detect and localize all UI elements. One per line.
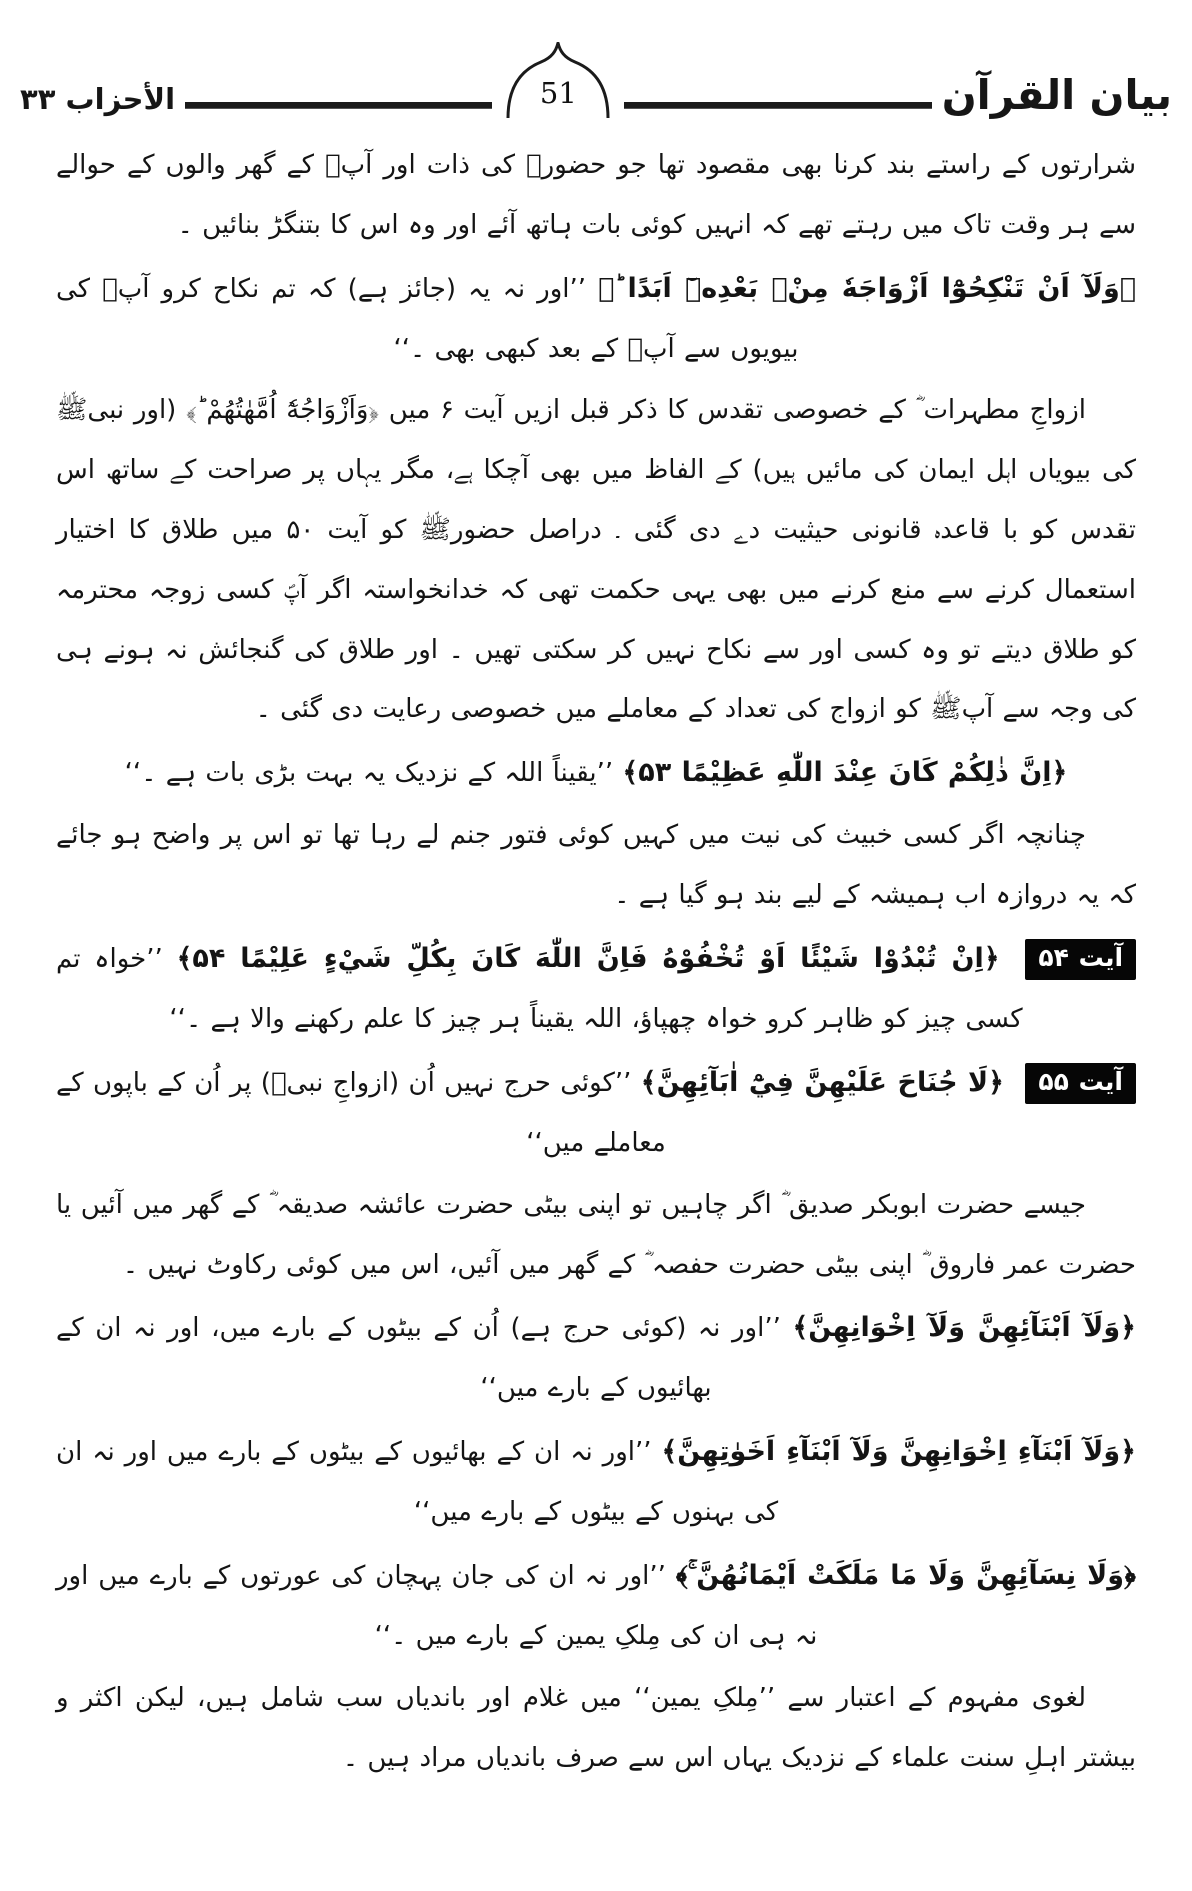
paragraph: شرارتوں کے راستے بند کرنا بھی مقصود تھا جو حضورﷺ کی ذات اور آپؐ کے گھر والوں کے حوالے سے ہر وقت تاک میں رہتے تھے کہ انہیں کوئی بات ہاتھ آئے اور وہ اس کا بتنگڑ بنائیں ۔: [56, 150, 1136, 240]
urdu-translation: ’’اور نہ ان کے بھائیوں کے بیٹوں کے بارے میں اور نہ ان کی بہنوں کے بیٹوں کے بارے میں‘‘: [56, 1437, 779, 1528]
arabic-verse: ﴿اِنْ تُبْدُوْا شَيْئًا اَوْ تُخْفُوْهُ فَاِنَّ اللّٰهَ كَانَ بِكُلِّ شَيْءٍ عَلِيْمًا ۵۴﴾: [176, 942, 1000, 974]
verse-quote: [56, 1297, 1136, 1419]
urdu-translation: ’’کوئی حرج نہیں اُن (ازواجِ نبیؐ) پر اُن کے باپوں کے معاملے میں‘‘: [56, 1067, 666, 1158]
paragraph: لغوی مفہوم کے اعتبار سے ’’مِلکِ یمین‘‘ میں غلام اور باندیاں سب شامل ہیں، لیکن اکثر و بیشتر اہلِ سنت علماء کے نزدیک یہاں اس سے صرف باندیاں مراد ہیں ۔: [56, 1683, 1136, 1773]
verse-quote: [56, 1421, 1136, 1543]
page-header: [0, 0, 1192, 118]
urdu-translation: ’’اور نہ ان کی جان پہچان کی عورتوں کے بارے میں اور نہ ہی ان کی مِلکِ یمین کے بارے میں ۔‘‘: [56, 1561, 818, 1652]
verse-quote: [56, 1545, 1136, 1667]
paragraph: جیسے حضرت ابوبکر صدیق ؓ اگر چاہیں تو اپنی بیٹی حضرت عائشہ صدیقہ ؓ کے گھر میں آئیں یا حضرت عمر فاروق ؓ اپنی بیٹی حضرت حفصہ ؓ کے گھر میں آئیں، اس میں کوئی رکاوٹ نہیں ۔: [56, 1189, 1136, 1280]
header-rule-left: [185, 102, 492, 109]
verse-quote: [56, 258, 1136, 380]
ayah-number-badge: آیت ۵۵: [1025, 1063, 1136, 1105]
arabic-verse: ﴿وَلَآ اَبْنَآءِ اِخْوَانِهِنَّ وَلَآ اَبْنَآءِ اَخَوٰتِهِنَّ﴾: [661, 1436, 1136, 1468]
book-title: بیان القرآن: [941, 71, 1172, 119]
arabic-verse: ﴿وَلَآ اَنْ تَنْكِحُوْٓا اَزْوَاجَهٗ مِنْۢ بَعْدِهٖٓ اَبَدًا ؕ﴾: [598, 272, 1136, 304]
urdu-translation: ’’اور نہ (کوئی حرج ہے) اُن کے بیٹوں کے بارے میں، اور نہ ان کے بھائیوں کے بارے میں‘‘: [56, 1313, 781, 1404]
verse-quote: [56, 742, 1136, 804]
paragraph: چنانچہ اگر کسی خبیث کی نیت میں کہیں کوئی فتور جنم لے رہا تھا تو اس پر واضح ہو جائے کہ یہ دروازہ اب ہمیشہ کے لیے بند ہو گیا ہے ۔: [56, 820, 1136, 911]
urdu-translation: ’’اور نہ یہ (جائز ہے) کہ تم نکاح کرو آپؐ کی بیویوں سے آپؐ کے بعد کبھی بھی ۔‘‘: [56, 273, 799, 364]
urdu-translation: ’’خواہ تم کسی چیز کو ظاہر کرو خواہ چھپاؤ، اللہ یقیناً ہر چیز کا علم رکھنے والا ہے ۔‘‘: [56, 943, 1023, 1035]
arabic-verse: ﴿اِنَّ ذٰلِكُمْ كَانَ عِنْدَ اللّٰهِ عَظِيْمًا ۵۳﴾: [622, 757, 1068, 789]
arabic-verse: ﴿وَلَآ اَبْنَآئِهِنَّ وَلَآ اِخْوَانِهِنَّ﴾: [792, 1312, 1137, 1344]
verse-quote: [56, 928, 1136, 1050]
ayah-number-badge: آیت ۵۴: [1025, 939, 1136, 981]
arabic-verse: ﴿لَا جُنَاحَ عَلَيْهِنَّ فِيْٓ اٰبَآئِهِنَّ﴾: [640, 1066, 1004, 1098]
verse-quote: [56, 1052, 1136, 1174]
paragraph: ازواجِ مطہرات ؓ کے خصوصی تقدس کا ذکر قبل ازیں آیت ۶ میں ﴿وَاَزْوَاجُهٗٓ اُمَّهٰتُهُمْ ؕ﴾ (اور نبیﷺ کی بیویاں اہل ایمان کی مائیں ہیں) کے الفاظ میں بھی آچکا ہے، مگر یہاں پر صراحت کے ساتھ اس تقدس کو با قاعدہ قانونی حیثیت دے دی گئی ۔ دراصل حضورﷺ کو آیت ۵۰ میں طلاق کا اختیار استعمال کرنے سے منع کرنے میں بھی یہی حکمت تھی کہ خدانخواستہ اگر آپؐ کسی زوجہ محترمہ کو طلاق دیتے تو وہ کسی اور سے نکاح نہیں کر سکتی تھیں ۔ اور طلاق کی گنجائش نہ ہونے ہی کی وجہ سے آپﷺ کو ازواج کی تعداد کے معاملے میں خصوصی رعایت دی گئی ۔: [56, 395, 1136, 725]
page-body: [0, 118, 1192, 1789]
urdu-translation: ’’یقیناً اللہ کے نزدیک یہ بہت بڑی بات ہے ۔‘‘: [124, 758, 614, 789]
header-rule-right: [624, 102, 931, 109]
surah-chapter-label: الأحزاب ۳۳: [20, 82, 176, 116]
page-number: 51: [539, 76, 577, 110]
page-number-dome: [492, 42, 624, 118]
arabic-verse: ﴿وَلَا نِسَآئِهِنَّ وَلَا مَا مَلَكَتْ اَيْمَانُهُنَّ ۚ﴾: [675, 1560, 1136, 1592]
